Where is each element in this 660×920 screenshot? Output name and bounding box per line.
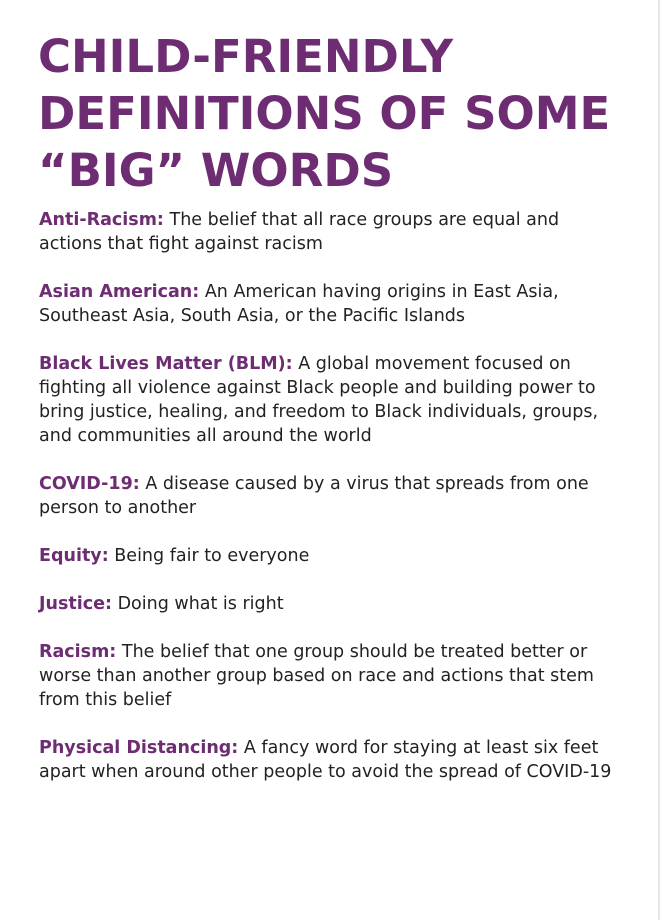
- definition-term: COVID-19:: [39, 474, 140, 494]
- definition-term: Black Lives Matter (BLM):: [39, 354, 293, 374]
- definition-asian-american: [39, 280, 619, 328]
- definition-racism: [39, 640, 619, 712]
- definition-term: Racism:: [39, 642, 117, 662]
- definition-physical-distancing: [39, 736, 619, 784]
- definition-term: Justice:: [39, 594, 112, 614]
- definition-text: Being fair to everyone: [114, 546, 310, 566]
- page-title: [38, 28, 638, 199]
- definition-justice: [39, 592, 619, 616]
- definition-text: An American having origins in East Asia, Southeast Asia, South Asia, or the Pacific Islands: [39, 282, 559, 326]
- definition-text: Doing what is right: [117, 594, 284, 614]
- definition-term: Equity:: [39, 546, 109, 566]
- definition-text: A global movement focused on fighting all violence against Black people and building power to bring justice, healing, and freedom to Black individuals, groups, and communities all around the world: [39, 354, 599, 446]
- definitions-list: [39, 208, 619, 808]
- definition-text: The belief that all race groups are equal and actions that fight against racism: [39, 210, 560, 254]
- definition-text: A fancy word for staying at least six feet apart when around other people to avoid the spread of COVID-19: [39, 738, 612, 782]
- definition-term: Anti-Racism:: [39, 210, 164, 230]
- definition-term: Asian American:: [39, 282, 200, 302]
- definition-text: The belief that one group should be treated better or worse than another group based on race and actions that stem from this belief: [39, 642, 594, 710]
- definition-anti-racism: [39, 208, 619, 256]
- definition-black-lives-matter: [39, 352, 619, 448]
- definition-term: Physical Distancing:: [39, 738, 239, 758]
- title-line-2: DEFINITIONS OF SOME: [38, 87, 611, 140]
- title-line-3: “BIG” WORDS: [38, 144, 394, 197]
- definition-equity: [39, 544, 619, 568]
- definition-text: A disease caused by a virus that spreads from one person to another: [39, 474, 589, 518]
- title-line-1: CHILD-FRIENDLY: [38, 30, 454, 83]
- definition-covid-19: [39, 472, 619, 520]
